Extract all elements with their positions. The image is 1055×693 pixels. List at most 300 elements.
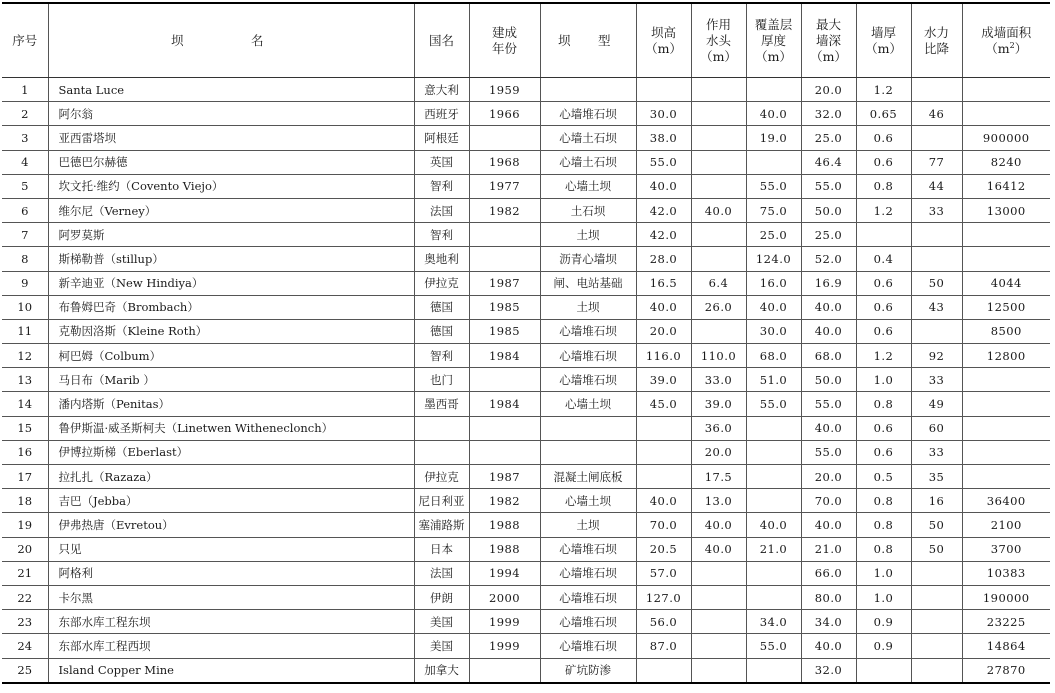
cell-dam-height: 56.0 — [636, 610, 691, 634]
cell-country: 西班牙 — [414, 102, 469, 126]
cell-water-head — [691, 223, 746, 247]
cell-hydraulic-gradient — [911, 247, 962, 271]
cell-year: 1982 — [469, 489, 540, 513]
cell-wall-thickness: 1.0 — [856, 561, 911, 585]
cell-dam-type: 闸、电站基础 — [540, 271, 636, 295]
cell-dam-height — [636, 658, 691, 683]
cell-wall-thickness — [856, 658, 911, 683]
cell-country: 墨西哥 — [414, 392, 469, 416]
cell-water-head: 17.5 — [691, 465, 746, 489]
header-area-unit-sup: 2 — [1009, 40, 1015, 50]
cell-wall-area — [962, 247, 1050, 271]
cell-dam-height — [636, 465, 691, 489]
cell-dam-height: 127.0 — [636, 585, 691, 609]
cell-year — [469, 247, 540, 271]
cell-hydraulic-gradient — [911, 634, 962, 658]
cell-year: 1977 — [469, 174, 540, 198]
cell-water-head — [691, 585, 746, 609]
cell-wall-area: 14864 — [962, 634, 1050, 658]
cell-max-wall-depth: 21.0 — [801, 537, 856, 561]
cell-dam-height: 20.0 — [636, 319, 691, 343]
cell-seq: 14 — [2, 392, 48, 416]
header-thickness-line1: 墙厚 — [870, 24, 896, 40]
table-row — [2, 610, 1050, 634]
cell-year: 1987 — [469, 271, 540, 295]
cell-dam-type: 沥青心墙坝 — [540, 247, 636, 271]
cell-country: 日本 — [414, 537, 469, 561]
cell-overburden-thickness: 55.0 — [746, 392, 801, 416]
cell-overburden-thickness: 34.0 — [746, 610, 801, 634]
cell-country: 德国 — [414, 319, 469, 343]
cell-dam-height: 45.0 — [636, 392, 691, 416]
table-header — [2, 3, 1050, 78]
cell-dam-type: 心墙堆石坝 — [540, 368, 636, 392]
cell-wall-area: 23225 — [962, 610, 1050, 634]
cell-year: 1994 — [469, 561, 540, 585]
cell-seq: 24 — [2, 634, 48, 658]
cell-hydraulic-gradient: 44 — [911, 174, 962, 198]
cell-year: 1988 — [469, 513, 540, 537]
cell-country: 伊拉克 — [414, 271, 469, 295]
cell-max-wall-depth: 40.0 — [801, 319, 856, 343]
cell-dam-name: 东部水库工程东坝 — [48, 610, 414, 634]
cell-max-wall-depth: 55.0 — [801, 174, 856, 198]
cell-wall-thickness: 0.8 — [856, 392, 911, 416]
table-row — [2, 150, 1050, 174]
cell-overburden-thickness: 40.0 — [746, 295, 801, 319]
cell-dam-height: 116.0 — [636, 344, 691, 368]
cell-dam-type: 心墙堆石坝 — [540, 634, 636, 658]
cell-wall-area: 2100 — [962, 513, 1050, 537]
header-area-line1: 成墙面积 — [981, 24, 1032, 40]
cell-max-wall-depth: 66.0 — [801, 561, 856, 585]
cell-country: 也门 — [414, 368, 469, 392]
cell-dam-type: 心墙堆石坝 — [540, 610, 636, 634]
cell-country: 法国 — [414, 561, 469, 585]
cell-overburden-thickness: 19.0 — [746, 126, 801, 150]
table-row — [2, 174, 1050, 198]
cell-wall-area — [962, 416, 1050, 440]
cell-overburden-thickness: 55.0 — [746, 174, 801, 198]
header-seq — [2, 3, 48, 78]
cell-water-head: 13.0 — [691, 489, 746, 513]
cell-dam-height: 40.0 — [636, 489, 691, 513]
cell-max-wall-depth: 40.0 — [801, 295, 856, 319]
cell-country: 奥地利 — [414, 247, 469, 271]
header-country-label: 国名 — [428, 32, 454, 48]
cell-dam-type: 心墙土石坝 — [540, 126, 636, 150]
cell-water-head — [691, 247, 746, 271]
cell-wall-area — [962, 223, 1050, 247]
cell-overburden-thickness: 124.0 — [746, 247, 801, 271]
cell-wall-thickness: 1.2 — [856, 198, 911, 222]
cell-overburden-thickness: 55.0 — [746, 634, 801, 658]
cell-dam-height: 42.0 — [636, 223, 691, 247]
cell-country: 伊朗 — [414, 585, 469, 609]
cell-dam-height — [636, 416, 691, 440]
cell-dam-name: 伊博拉斯梯（Eberlast） — [48, 440, 414, 464]
header-depth — [801, 3, 856, 78]
cell-year — [469, 440, 540, 464]
cell-year — [469, 368, 540, 392]
cell-wall-area: 190000 — [962, 585, 1050, 609]
cell-dam-type: 心墙堆石坝 — [540, 319, 636, 343]
table-row — [2, 416, 1050, 440]
cell-seq: 20 — [2, 537, 48, 561]
cell-dam-name: 阿罗莫斯 — [48, 223, 414, 247]
cell-wall-thickness: 1.2 — [856, 344, 911, 368]
header-head-line1: 作用 — [705, 16, 731, 32]
cell-dam-type: 土坝 — [540, 295, 636, 319]
cell-wall-thickness: 0.6 — [856, 150, 911, 174]
header-seq-label: 序号 — [12, 32, 38, 48]
table-row — [2, 223, 1050, 247]
cell-wall-area — [962, 368, 1050, 392]
cell-hydraulic-gradient — [911, 319, 962, 343]
table-row — [2, 561, 1050, 585]
header-cover-line1: 覆盖层 — [754, 16, 793, 32]
table-row — [2, 78, 1050, 102]
cell-hydraulic-gradient: 50 — [911, 537, 962, 561]
cell-wall-thickness: 0.9 — [856, 634, 911, 658]
cell-wall-area: 12500 — [962, 295, 1050, 319]
cell-year: 1999 — [469, 610, 540, 634]
cell-dam-name: 鲁伊斯温·威圣斯柯夫（Linetwen Witheneclonch） — [48, 416, 414, 440]
cell-dam-height: 87.0 — [636, 634, 691, 658]
cell-country: 美国 — [414, 610, 469, 634]
cell-seq: 8 — [2, 247, 48, 271]
cell-max-wall-depth: 68.0 — [801, 344, 856, 368]
cell-country — [414, 440, 469, 464]
cell-water-head: 6.4 — [691, 271, 746, 295]
cell-year — [469, 126, 540, 150]
table-row — [2, 247, 1050, 271]
cell-dam-type: 心墙土坝 — [540, 489, 636, 513]
cell-water-head: 33.0 — [691, 368, 746, 392]
cell-hydraulic-gradient — [911, 658, 962, 683]
cell-seq: 2 — [2, 102, 48, 126]
cell-country: 美国 — [414, 634, 469, 658]
cell-dam-type: 土石坝 — [540, 198, 636, 222]
cell-dam-height: 40.0 — [636, 174, 691, 198]
cell-water-head — [691, 174, 746, 198]
cell-wall-thickness: 0.4 — [856, 247, 911, 271]
cell-dam-type: 心墙堆石坝 — [540, 102, 636, 126]
cell-wall-thickness: 0.8 — [856, 174, 911, 198]
cell-hydraulic-gradient: 50 — [911, 271, 962, 295]
dam-cutoff-wall-table — [2, 2, 1050, 684]
cell-max-wall-depth: 20.0 — [801, 465, 856, 489]
cell-wall-thickness: 1.2 — [856, 78, 911, 102]
cell-country: 意大利 — [414, 78, 469, 102]
cell-seq: 15 — [2, 416, 48, 440]
cell-wall-thickness: 0.5 — [856, 465, 911, 489]
cell-overburden-thickness: 30.0 — [746, 319, 801, 343]
cell-hydraulic-gradient: 43 — [911, 295, 962, 319]
cell-water-head: 26.0 — [691, 295, 746, 319]
cell-max-wall-depth: 32.0 — [801, 102, 856, 126]
cell-country: 塞浦路斯 — [414, 513, 469, 537]
cell-hydraulic-gradient — [911, 126, 962, 150]
header-cover — [746, 3, 801, 78]
cell-dam-name: Santa Luce — [48, 78, 414, 102]
cell-dam-type: 矿坑防渗 — [540, 658, 636, 683]
cell-dam-name: 东部水库工程西坝 — [48, 634, 414, 658]
header-head — [691, 3, 746, 78]
cell-country: 阿根廷 — [414, 126, 469, 150]
cell-wall-thickness: 0.8 — [856, 489, 911, 513]
cell-seq: 18 — [2, 489, 48, 513]
header-cover-line2: 厚度 — [760, 32, 786, 48]
cell-overburden-thickness — [746, 440, 801, 464]
cell-water-head — [691, 610, 746, 634]
cell-hydraulic-gradient: 77 — [911, 150, 962, 174]
cell-max-wall-depth: 55.0 — [801, 392, 856, 416]
cell-wall-thickness: 0.6 — [856, 295, 911, 319]
cell-water-head — [691, 78, 746, 102]
cell-hydraulic-gradient — [911, 78, 962, 102]
cell-dam-height: 70.0 — [636, 513, 691, 537]
cell-seq: 6 — [2, 198, 48, 222]
header-thickness-line2: （m） — [865, 40, 902, 56]
cell-seq: 22 — [2, 585, 48, 609]
cell-dam-height: 16.5 — [636, 271, 691, 295]
cell-dam-type — [540, 78, 636, 102]
table-row — [2, 513, 1050, 537]
cell-overburden-thickness: 75.0 — [746, 198, 801, 222]
header-country — [414, 3, 469, 78]
cell-overburden-thickness — [746, 465, 801, 489]
header-name — [48, 3, 414, 78]
header-year-line1: 建成 — [491, 24, 517, 40]
cell-wall-thickness: 0.8 — [856, 537, 911, 561]
cell-dam-name: 克勒因洛斯（Kleine Roth） — [48, 319, 414, 343]
cell-country: 英国 — [414, 150, 469, 174]
cell-wall-thickness: 0.6 — [856, 440, 911, 464]
cell-dam-name: 维尔尼（Verney） — [48, 198, 414, 222]
cell-dam-type — [540, 416, 636, 440]
header-depth-line2: 墙深 — [815, 32, 841, 48]
cell-country: 尼日利亚 — [414, 489, 469, 513]
cell-dam-type — [540, 440, 636, 464]
cell-water-head: 40.0 — [691, 198, 746, 222]
cell-wall-area — [962, 102, 1050, 126]
cell-overburden-thickness — [746, 416, 801, 440]
cell-wall-area: 10383 — [962, 561, 1050, 585]
table-row — [2, 271, 1050, 295]
cell-water-head — [691, 561, 746, 585]
cell-overburden-thickness — [746, 561, 801, 585]
cell-country: 伊拉克 — [414, 465, 469, 489]
cell-year: 1968 — [469, 150, 540, 174]
cell-hydraulic-gradient: 33 — [911, 368, 962, 392]
cell-dam-name: 卡尔黑 — [48, 585, 414, 609]
table-row — [2, 465, 1050, 489]
cell-dam-type: 心墙土坝 — [540, 392, 636, 416]
cell-seq: 4 — [2, 150, 48, 174]
cell-dam-name: 伊弗热唐（Evretou） — [48, 513, 414, 537]
cell-wall-area: 900000 — [962, 126, 1050, 150]
cell-max-wall-depth: 80.0 — [801, 585, 856, 609]
cell-seq: 7 — [2, 223, 48, 247]
table-row — [2, 392, 1050, 416]
header-gradient-line1: 水力 — [923, 24, 949, 40]
table-row — [2, 440, 1050, 464]
table-row — [2, 319, 1050, 343]
cell-year: 1999 — [469, 634, 540, 658]
cell-wall-thickness — [856, 223, 911, 247]
cell-water-head — [691, 634, 746, 658]
cell-water-head: 20.0 — [691, 440, 746, 464]
table-row — [2, 295, 1050, 319]
cell-year: 1984 — [469, 344, 540, 368]
cell-seq: 21 — [2, 561, 48, 585]
cell-year: 1985 — [469, 295, 540, 319]
header-height-line1: 坝高 — [650, 24, 676, 40]
cell-dam-height: 57.0 — [636, 561, 691, 585]
cell-dam-height: 20.5 — [636, 537, 691, 561]
cell-wall-thickness: 0.65 — [856, 102, 911, 126]
cell-dam-height: 42.0 — [636, 198, 691, 222]
cell-dam-name: 阿格利 — [48, 561, 414, 585]
cell-water-head — [691, 150, 746, 174]
cell-overburden-thickness: 25.0 — [746, 223, 801, 247]
cell-overburden-thickness — [746, 489, 801, 513]
cell-hydraulic-gradient: 35 — [911, 465, 962, 489]
cell-dam-name: 柯巴姆（Colbum） — [48, 344, 414, 368]
cell-year: 1982 — [469, 198, 540, 222]
table-row — [2, 344, 1050, 368]
header-area — [962, 3, 1050, 78]
cell-water-head — [691, 102, 746, 126]
cell-seq: 16 — [2, 440, 48, 464]
header-year — [469, 3, 540, 78]
cell-dam-name: 布鲁姆巴奇（Brombach） — [48, 295, 414, 319]
cell-wall-area: 4044 — [962, 271, 1050, 295]
cell-dam-name: 只见 — [48, 537, 414, 561]
cell-dam-height: 38.0 — [636, 126, 691, 150]
cell-overburden-thickness: 68.0 — [746, 344, 801, 368]
table-body — [2, 78, 1050, 683]
cell-max-wall-depth: 50.0 — [801, 198, 856, 222]
table-row — [2, 658, 1050, 683]
cell-overburden-thickness: 51.0 — [746, 368, 801, 392]
table-row — [2, 368, 1050, 392]
cell-max-wall-depth: 52.0 — [801, 247, 856, 271]
cell-seq: 12 — [2, 344, 48, 368]
cell-seq: 11 — [2, 319, 48, 343]
cell-seq: 25 — [2, 658, 48, 683]
cell-country: 智利 — [414, 344, 469, 368]
header-row — [2, 3, 1050, 78]
cell-hydraulic-gradient: 60 — [911, 416, 962, 440]
header-year-line2: 年份 — [491, 40, 517, 56]
table-row — [2, 634, 1050, 658]
header-depth-line1: 最大 — [815, 16, 841, 32]
cell-max-wall-depth: 32.0 — [801, 658, 856, 683]
cell-dam-height — [636, 78, 691, 102]
cell-hydraulic-gradient: 92 — [911, 344, 962, 368]
header-height — [636, 3, 691, 78]
cell-hydraulic-gradient: 46 — [911, 102, 962, 126]
cell-country: 加拿大 — [414, 658, 469, 683]
cell-wall-area — [962, 78, 1050, 102]
cell-dam-name: 拉扎扎（Razaza） — [48, 465, 414, 489]
cell-seq: 23 — [2, 610, 48, 634]
cell-max-wall-depth: 46.4 — [801, 150, 856, 174]
cell-dam-name: Island Copper Mine — [48, 658, 414, 683]
cell-hydraulic-gradient — [911, 561, 962, 585]
cell-year — [469, 416, 540, 440]
cell-dam-type: 心墙堆石坝 — [540, 585, 636, 609]
header-type-label: 坝 型 — [557, 32, 618, 48]
cell-dam-type: 心墙土石坝 — [540, 150, 636, 174]
cell-overburden-thickness: 21.0 — [746, 537, 801, 561]
cell-dam-type: 心墙堆石坝 — [540, 561, 636, 585]
cell-water-head: 40.0 — [691, 537, 746, 561]
cell-max-wall-depth: 25.0 — [801, 126, 856, 150]
cell-max-wall-depth: 40.0 — [801, 416, 856, 440]
cell-dam-type: 混凝土闸底板 — [540, 465, 636, 489]
cell-year: 1985 — [469, 319, 540, 343]
cell-wall-area: 27870 — [962, 658, 1050, 683]
cell-seq: 19 — [2, 513, 48, 537]
cell-wall-area: 8240 — [962, 150, 1050, 174]
cell-country: 德国 — [414, 295, 469, 319]
cell-water-head: 40.0 — [691, 513, 746, 537]
cell-overburden-thickness — [746, 585, 801, 609]
cell-max-wall-depth: 25.0 — [801, 223, 856, 247]
cell-wall-thickness: 0.6 — [856, 416, 911, 440]
cell-water-head — [691, 658, 746, 683]
cell-seq: 10 — [2, 295, 48, 319]
cell-wall-thickness: 0.8 — [856, 513, 911, 537]
cell-wall-area — [962, 392, 1050, 416]
header-depth-line3: （m） — [810, 48, 847, 64]
table-row — [2, 537, 1050, 561]
cell-wall-area — [962, 465, 1050, 489]
cell-dam-type: 土坝 — [540, 513, 636, 537]
cell-dam-name: 斯梯勒普（stillup） — [48, 247, 414, 271]
cell-dam-type: 心墙土坝 — [540, 174, 636, 198]
header-cover-line3: （m） — [755, 48, 792, 64]
cell-hydraulic-gradient: 33 — [911, 440, 962, 464]
cell-dam-name: 巴德巴尔赫德 — [48, 150, 414, 174]
cell-seq: 5 — [2, 174, 48, 198]
cell-overburden-thickness: 40.0 — [746, 513, 801, 537]
cell-seq: 1 — [2, 78, 48, 102]
cell-overburden-thickness: 40.0 — [746, 102, 801, 126]
cell-seq: 3 — [2, 126, 48, 150]
cell-max-wall-depth: 34.0 — [801, 610, 856, 634]
cell-wall-thickness: 1.0 — [856, 585, 911, 609]
cell-dam-height: 39.0 — [636, 368, 691, 392]
cell-year — [469, 223, 540, 247]
header-name-label: 坝 名 — [170, 32, 291, 48]
cell-year — [469, 658, 540, 683]
cell-year: 2000 — [469, 585, 540, 609]
header-height-line2: （m） — [645, 40, 682, 56]
cell-wall-area: 16412 — [962, 174, 1050, 198]
cell-max-wall-depth: 55.0 — [801, 440, 856, 464]
header-area-unit-close: ） — [1014, 40, 1028, 56]
cell-overburden-thickness: 16.0 — [746, 271, 801, 295]
cell-hydraulic-gradient — [911, 223, 962, 247]
cell-dam-height: 55.0 — [636, 150, 691, 174]
cell-overburden-thickness — [746, 658, 801, 683]
cell-hydraulic-gradient: 16 — [911, 489, 962, 513]
cell-country: 智利 — [414, 174, 469, 198]
